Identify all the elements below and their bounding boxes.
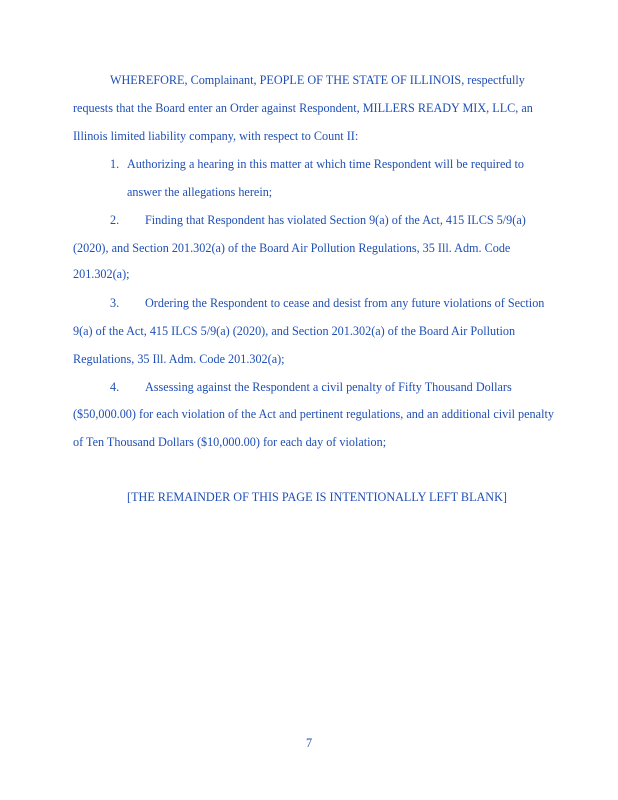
item-3-line-2: 9(a) of the Act, 415 ILCS 5/9(a) (2020), and Section 201.302(a) of the Board Air Pollution: [73, 324, 516, 338]
item-3-line-3: Regulations, 35 Ill. Adm. Code 201.302(a);: [73, 352, 285, 366]
item-1-line-1: Authorizing a hearing in this matter at which time Respondent will be required to: [127, 157, 525, 171]
item-4-line-3: of Ten Thousand Dollars ($10,000.00) for each day of violation;: [73, 435, 387, 449]
item-2-line-1: Finding that Respondent has violated Section 9(a) of the Act, 415 ILCS 5/9(a): [145, 213, 526, 227]
page-number: 7: [305, 736, 313, 750]
item-4-line-1: Assessing against the Respondent a civil penalty of Fifty Thousand Dollars: [145, 380, 512, 394]
item-1-line-2: answer the allegations herein;: [127, 185, 273, 199]
item-3-line-1: Ordering the Respondent to cease and desist from any future violations of Section: [145, 296, 545, 310]
wherefore-line-1: WHEREFORE, Complainant, PEOPLE OF THE STATE OF ILLINOIS, respectfully: [110, 73, 525, 87]
item-2-line-2: (2020), and Section 201.302(a) of the Board Air Pollution Regulations, 35 Ill. Adm. Code: [73, 241, 511, 255]
wherefore-line-2: requests that the Board enter an Order against Respondent, MILLERS READY MIX, LLC, an: [73, 101, 533, 115]
wherefore-line-3: Illinois limited liability company, with respect to Count II:: [73, 129, 359, 143]
item-2-line-3: 201.302(a);: [73, 267, 130, 281]
item-4-number: 4.: [110, 380, 120, 394]
item-4-line-2: ($50,000.00) for each violation of the Act and pertinent regulations, and an additional civil penalty: [73, 407, 554, 421]
item-1-number: 1.: [110, 157, 120, 171]
item-2-number: 2.: [110, 213, 120, 227]
item-3-number: 3.: [110, 296, 120, 310]
remainder-blank-notice: [THE REMAINDER OF THIS PAGE IS INTENTIONALLY LEFT BLANK]: [127, 490, 507, 504]
